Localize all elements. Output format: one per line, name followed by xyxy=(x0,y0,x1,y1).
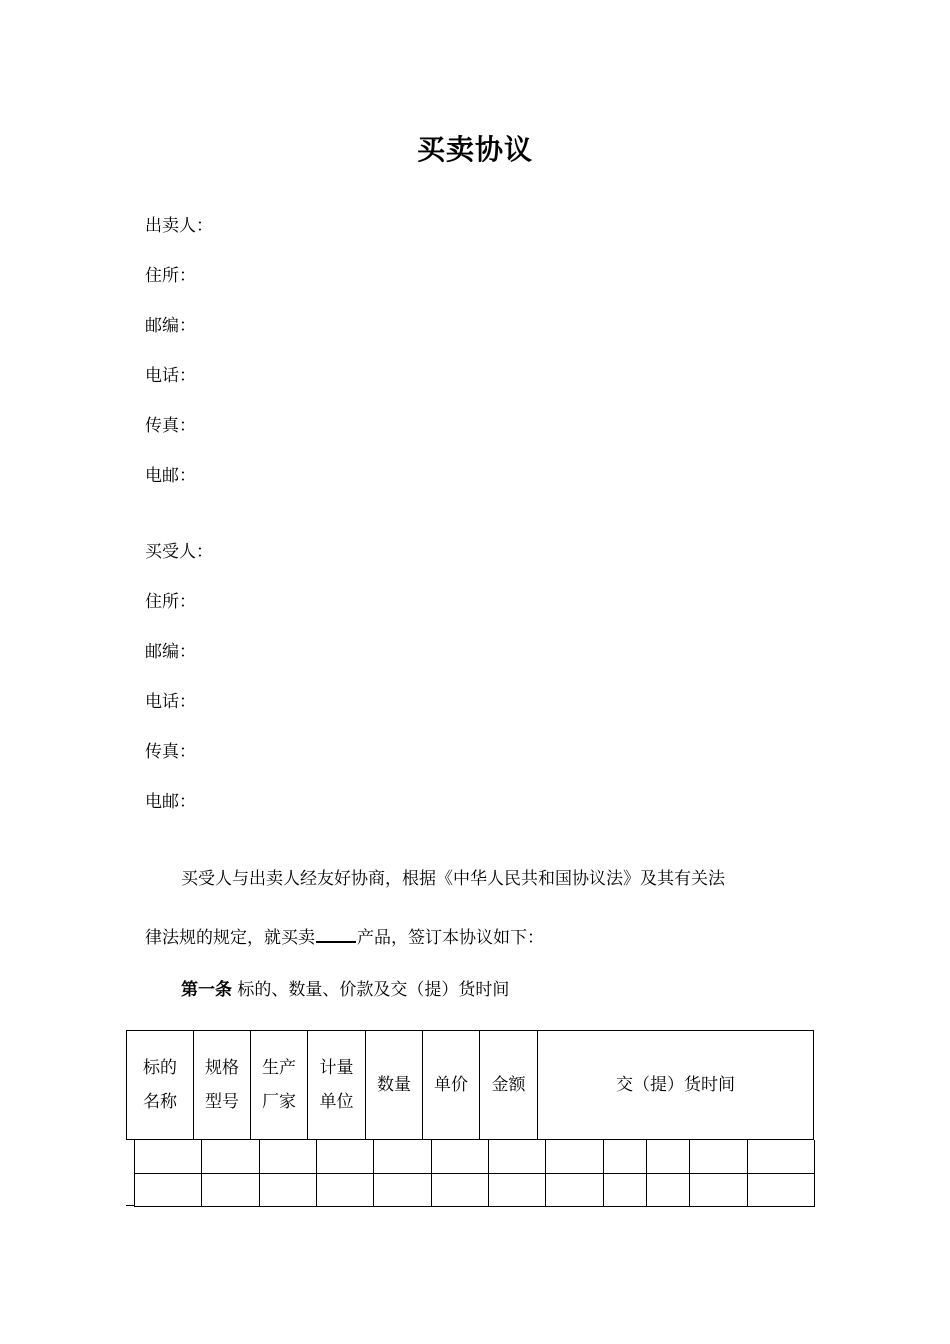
table-cell xyxy=(432,1173,489,1206)
seller-label: 出卖人： xyxy=(145,216,213,236)
table-cell xyxy=(489,1173,546,1206)
table-row xyxy=(134,1173,815,1207)
table-row xyxy=(134,1140,815,1174)
buyer-address: 住所： xyxy=(145,592,196,612)
table-cell xyxy=(748,1140,814,1173)
table-cell xyxy=(647,1140,690,1173)
header-cell-unit-price xyxy=(423,1031,480,1139)
seller-email: 电邮： xyxy=(145,466,196,486)
table-cell xyxy=(748,1173,814,1206)
table-cell xyxy=(202,1140,260,1173)
seller-address: 住所： xyxy=(145,266,196,286)
product-blank xyxy=(316,925,356,943)
table-cell xyxy=(374,1173,432,1206)
table-cell xyxy=(135,1173,202,1206)
header-text: 计量 xyxy=(319,1058,354,1078)
header-text: 规格 xyxy=(205,1058,239,1078)
table-header-row xyxy=(126,1030,814,1140)
article-1-text: 标的、数量、价款及交（提）货时间 xyxy=(237,980,510,1000)
table-cell xyxy=(546,1140,604,1173)
article-1 xyxy=(181,978,509,1002)
table-cell xyxy=(374,1140,432,1173)
buyer-email: 电邮： xyxy=(145,792,196,812)
document-title: 买卖协议 xyxy=(416,133,533,166)
article-1-heading: 第一条 xyxy=(181,980,232,1000)
header-cell-unit xyxy=(308,1031,366,1139)
header-cell-quantity xyxy=(366,1031,423,1139)
table-cell xyxy=(432,1140,489,1173)
table-cell xyxy=(317,1173,374,1206)
table-cell xyxy=(317,1140,374,1173)
table-cell xyxy=(135,1140,202,1173)
table-cell xyxy=(489,1140,546,1173)
header-cell-manufacturer xyxy=(251,1031,308,1139)
table-cell xyxy=(690,1173,748,1206)
header-cell-spec-model xyxy=(194,1031,251,1139)
table-cell xyxy=(260,1173,317,1206)
intro-line-2-after: 产品，签订本协议如下： xyxy=(357,928,544,948)
intro-line-2-before: 律法规的规定，就买卖 xyxy=(145,928,315,948)
table-cell xyxy=(202,1173,260,1206)
header-text: 数量 xyxy=(377,1075,411,1095)
header-cell-delivery-time xyxy=(538,1031,813,1139)
intro-line-1: 买受人与出卖人经友好协商，根据《中华人民共和国协议法》及其有关法 xyxy=(181,869,725,889)
header-text: 单价 xyxy=(434,1075,468,1095)
table-cell xyxy=(604,1173,647,1206)
buyer-phone: 电话： xyxy=(145,692,196,712)
table-border-stub xyxy=(126,1205,134,1206)
header-text: 厂家 xyxy=(262,1092,296,1112)
header-text: 金额 xyxy=(491,1075,526,1095)
seller-fax: 传真： xyxy=(145,416,196,436)
table-cell xyxy=(546,1173,604,1206)
header-text: 单位 xyxy=(319,1092,354,1112)
table-cell xyxy=(260,1140,317,1173)
header-cell-subject-name xyxy=(127,1031,194,1139)
header-text: 生产 xyxy=(262,1058,296,1078)
table-cell xyxy=(604,1140,647,1173)
buyer-fax: 传真： xyxy=(145,742,196,762)
header-cell-amount xyxy=(480,1031,538,1139)
buyer-label: 买受人： xyxy=(145,542,213,562)
header-text: 交（提）货时间 xyxy=(616,1075,735,1095)
header-text: 名称 xyxy=(143,1092,177,1112)
table-cell xyxy=(690,1140,748,1173)
header-text: 标的 xyxy=(143,1058,177,1078)
intro-line-2 xyxy=(145,925,544,950)
header-text: 型号 xyxy=(205,1092,239,1112)
seller-postcode: 邮编： xyxy=(145,316,196,336)
buyer-postcode: 邮编： xyxy=(145,642,196,662)
seller-phone: 电话： xyxy=(145,366,196,386)
table-cell xyxy=(647,1173,690,1206)
